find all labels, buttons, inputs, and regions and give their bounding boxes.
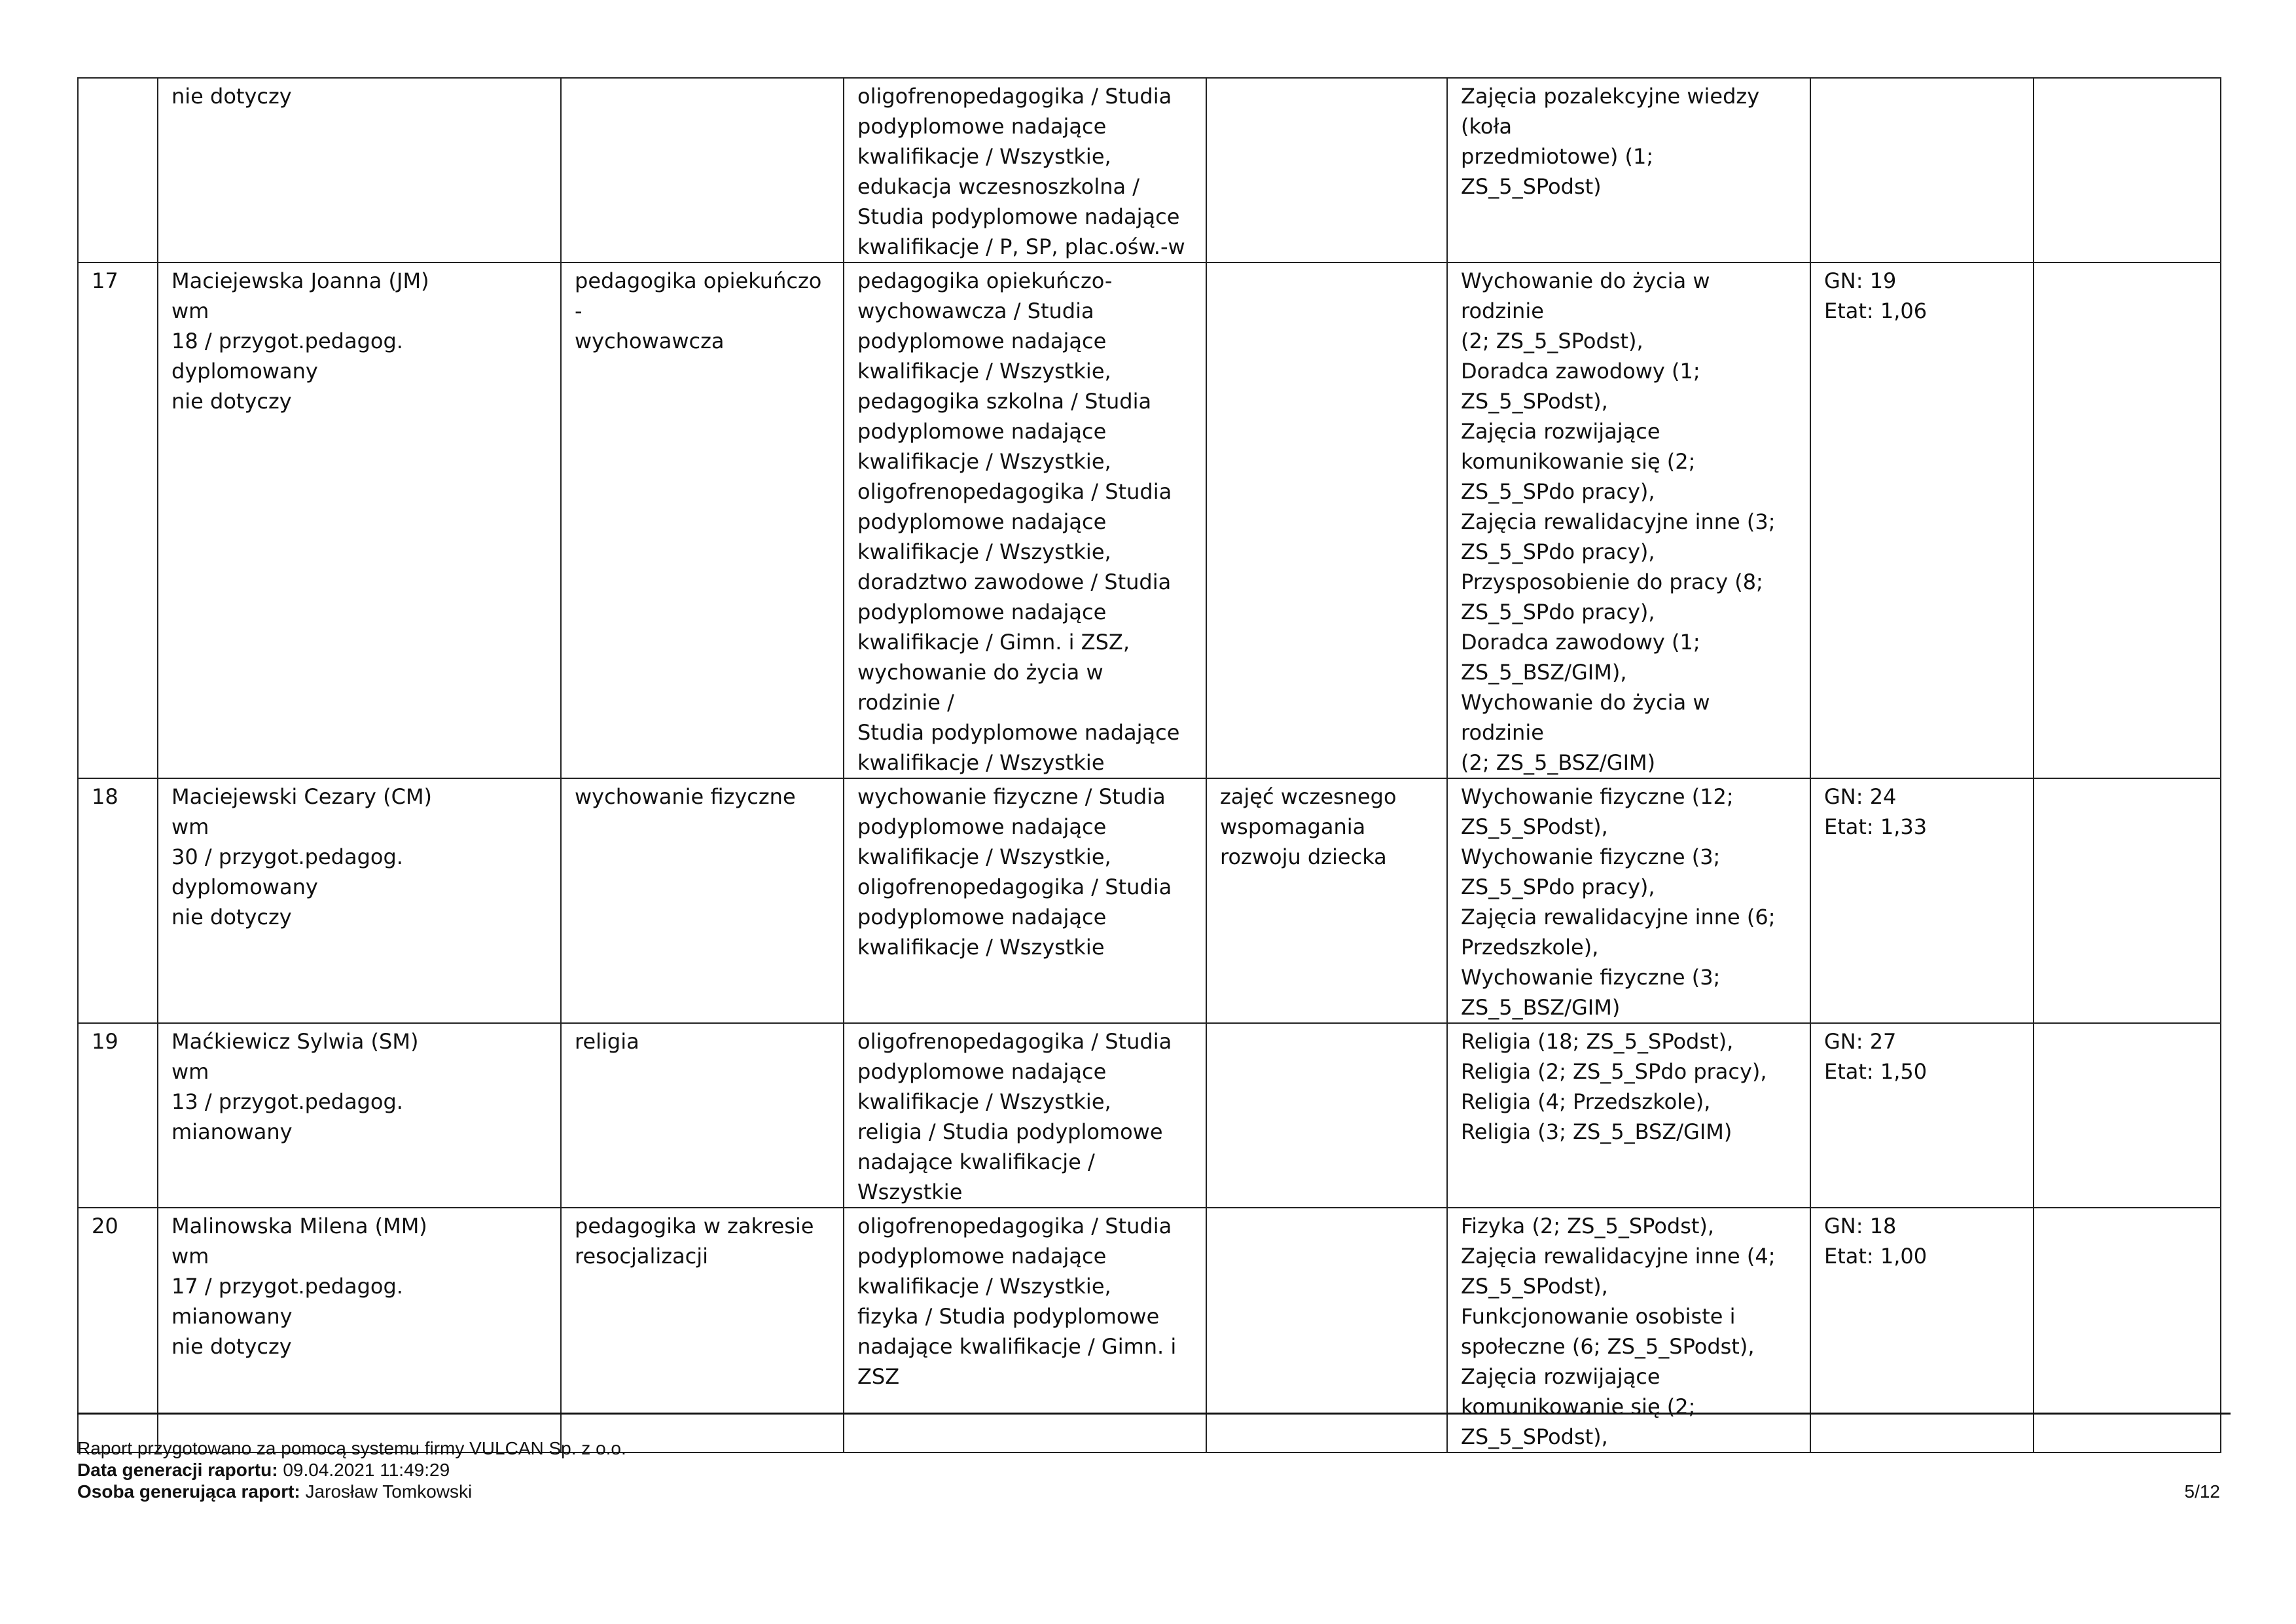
teacher-info-cell: Maciejewska Joanna (JM) wm 18 / przygot.pedagog. dyplomowany nie dotyczy [158,262,561,778]
classes-cell: Wychowanie do życia w rodzinie (2; ZS_5_SPodst), Doradca zawodowy (1; ZS_5_SPodst), Zajęcia rozwijające komunikowanie się (2; ZS_5_SPdo pracy), Zajęcia rewalidacyjne inne (3; ZS_5_SPdo pracy), Przysposobienie do pracy (8; ZS_5_SPdo pracy), Doradca zawodowy (1; ZS_5_BSZ/GIM), Wychowanie do życia w rodzinie (2; ZS_5_BSZ/GIM) [1447,262,1810,778]
row-number-cell: 19 [78,1023,158,1208]
table-row [78,778,2221,1023]
table-row [78,1023,2221,1208]
table-row [78,262,2221,778]
table-row [78,78,2221,262]
row-number-cell [78,78,158,262]
footer-person-value: Jarosław Tomkowski [305,1481,473,1502]
education-cell: pedagogika w zakresie resocjalizacji [561,1208,844,1453]
table-row [78,1208,2221,1453]
other-qualifications-cell [1206,78,1447,262]
footer-divider [77,1413,2231,1415]
qualifications-cell: oligofrenopedagogika / Studia podyplomowe nadające kwalifikacje / Wszystkie, religia / Studia podyplomowe nadające kwalifikacje / Wszystkie [844,1023,1206,1208]
row-number-cell: 17 [78,262,158,778]
education-cell: pedagogika opiekuńczo - wychowawcza [561,262,844,778]
notes-cell [2034,262,2221,778]
notes-cell [2034,1023,2221,1208]
other-qualifications-cell: zajęć wczesnego wspomagania rozwoju dziecka [1206,778,1447,1023]
education-cell: wychowanie fizyczne [561,778,844,1023]
teacher-info-cell: nie dotyczy [158,78,561,262]
staff-table [77,77,2221,1453]
notes-cell [2034,778,2221,1023]
page-number: 5/12 [2184,1481,2220,1502]
other-qualifications-cell [1206,262,1447,778]
teacher-info-cell: Maciejewski Cezary (CM) wm 30 / przygot.pedagog. dyplomowany nie dotyczy [158,778,561,1023]
classes-cell: Wychowanie fizyczne (12; ZS_5_SPodst), Wychowanie fizyczne (3; ZS_5_SPdo pracy), Zajęcia rewalidacyjne inne (6; Przedszkole), Wychowanie fizyczne (3; ZS_5_BSZ/GIM) [1447,778,1810,1023]
teacher-info-cell: Malinowska Milena (MM) wm 17 / przygot.pedagog. mianowany nie dotyczy [158,1208,561,1453]
classes-cell: Religia (18; ZS_5_SPodst), Religia (2; ZS_5_SPdo pracy), Religia (4; Przedszkole), Religia (3; ZS_5_BSZ/GIM) [1447,1023,1810,1208]
qualifications-cell: pedagogika opiekuńczo- wychowawcza / Studia podyplomowe nadające kwalifikacje / Wszystkie, pedagogika szkolna / Studia podyplomowe nadające kwalifikacje / Wszystkie, oligofrenopedagogika / Studia podyplomowe nadające kwalifikacje / Wszystkie, doradztwo zawodowe / Studia podyplomowe nadające kwalifikacje / Gimn. i ZSZ, wychowanie do życia w rodzinie / Studia podyplomowe nadające kwalifikacje / Wszystkie [844,262,1206,778]
hours-cell: GN: 24 Etat: 1,33 [1810,778,2034,1023]
footer-date-value: 09.04.2021 11:49:29 [283,1460,450,1480]
hours-cell [1810,78,2034,262]
footer-person-line [77,1481,2220,1502]
other-qualifications-cell [1206,1208,1447,1453]
row-number-cell: 18 [78,778,158,1023]
notes-cell [2034,1208,2221,1453]
row-number-cell: 20 [78,1208,158,1453]
qualifications-cell: oligofrenopedagogika / Studia podyplomowe nadające kwalifikacje / Wszystkie, fizyka / Studia podyplomowe nadające kwalifikacje / Gimn. i ZSZ [844,1208,1206,1453]
footer-prepared-by: Raport przygotowano za pomocą systemu firmy VULCAN Sp. z o.o. [77,1438,626,1458]
classes-cell: Fizyka (2; ZS_5_SPodst), Zajęcia rewalidacyjne inne (4; ZS_5_SPodst), Funkcjonowanie osobiste i społeczne (6; ZS_5_SPodst), Zajęcia rozwijające komunikowanie się (2; ZS_5_SPodst), [1447,1208,1810,1453]
footer-person-label: Osoba generująca raport: [77,1481,300,1502]
hours-cell: GN: 18 Etat: 1,00 [1810,1208,2034,1453]
notes-cell [2034,78,2221,262]
qualifications-cell: oligofrenopedagogika / Studia podyplomowe nadające kwalifikacje / Wszystkie, edukacja wczesnoszkolna / Studia podyplomowe nadające kwalifikacje / P, SP, plac.ośw.-w [844,78,1206,262]
teacher-info-cell: Maćkiewicz Sylwia (SM) wm 13 / przygot.pedagog. mianowany [158,1023,561,1208]
education-cell [561,78,844,262]
footer-date-line [77,1459,2220,1481]
other-qualifications-cell [1206,1023,1447,1208]
classes-cell: Zajęcia pozalekcyjne wiedzy (koła przedmiotowe) (1; ZS_5_SPodst) [1447,78,1810,262]
hours-cell: GN: 27 Etat: 1,50 [1810,1023,2034,1208]
report-footer [77,1437,2220,1502]
footer-date-label: Data generacji raportu: [77,1460,278,1480]
education-cell: religia [561,1023,844,1208]
hours-cell: GN: 19 Etat: 1,06 [1810,262,2034,778]
qualifications-cell: wychowanie fizyczne / Studia podyplomowe nadające kwalifikacje / Wszystkie, oligofrenopedagogika / Studia podyplomowe nadające kwalifikacje / Wszystkie [844,778,1206,1023]
